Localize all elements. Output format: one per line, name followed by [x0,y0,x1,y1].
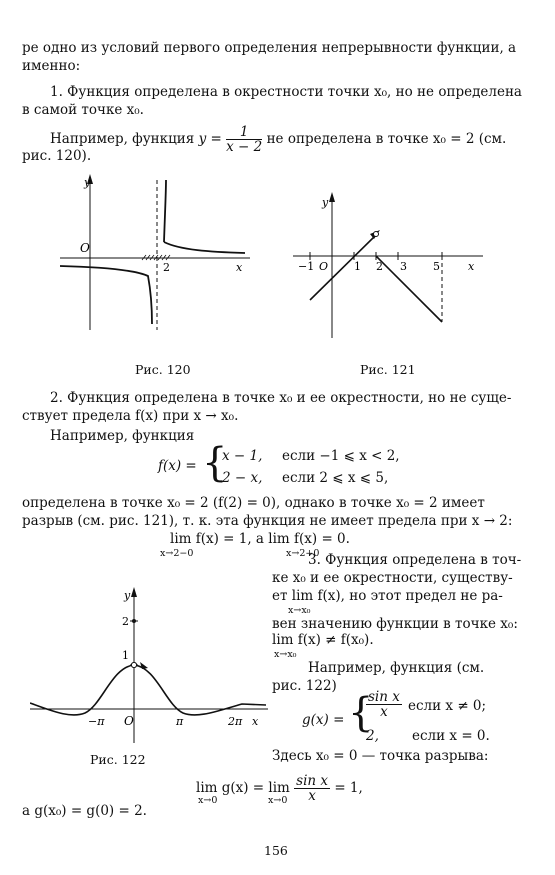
fig122-tick-pi: π [176,715,184,728]
limits-sub-right: x→2+0 [286,548,320,559]
text-line-2: именно: [22,58,81,74]
text-line-1: ре одно из условий первого определения непрерывности функции, а [22,40,517,56]
fig121-ticklabel-3: 3 [400,260,407,273]
figure-121-piecewise [288,190,488,340]
fig121-x-label: x [468,260,475,273]
example-1-intro: Например, функция [50,131,195,147]
limits-line-1: lim f(x) = 1, а lim f(x) = 0. [170,531,350,547]
piecewise-g-row-1 [366,690,402,719]
fig122-y-label: y [124,589,131,602]
piecewise-f-cond-2: если 2 ⩽ x ⩽ 5, [282,470,389,486]
text-line-12: а g(x₀) = g(0) = 2. [22,803,147,819]
fig122-y-arrow [131,587,137,597]
fig122-open-point [131,662,136,667]
fig122-point-2 [132,619,136,623]
limit-g-sub-1: x→0 [198,795,218,806]
fig120-y-label: y [84,176,91,189]
fig120-left-branch [60,266,152,324]
piecewise-g-brace: { [348,690,374,736]
figure-121-caption: Рис. 121 [360,362,416,377]
figure-122-sinx-over-x [30,585,270,745]
limit-g-right: = 1, [334,780,363,796]
fraction-sinx-over-x [366,690,402,719]
fig122-origin-label: O [124,714,134,728]
fig121-ticklabel-5: 5 [433,260,440,273]
piecewise-g-expr-2: 2, [366,728,379,744]
right-col-line-7: рис. 122) [272,678,337,694]
example-1-rest: не определена в точке x₀ = 2 (см. [266,131,507,147]
right-col-line-1: 3. Функция определена в точ- [308,552,522,568]
example-1-line [50,125,506,154]
limit-g-sub-2: x→0 [268,795,288,806]
fig122-yticklabel-2: 2 [122,615,129,628]
text-line-10: определена в точке x₀ = 2 (f(2) = 0), однако в точке x₀ = 2 имеет [22,495,485,511]
fraction-numerator: sin x [296,773,329,789]
figure-120-caption: Рис. 120 [135,362,191,377]
fig122-curve [30,665,266,715]
fraction-denominator: x [308,788,316,804]
piecewise-g-cond-2: если x = 0. [412,728,490,744]
fig122-tick-2pi: 2π [228,715,243,728]
piecewise-f-brace: { [202,440,228,486]
fig121-ticklabel-1: 1 [354,260,361,273]
text-line-9: Например, функция [50,428,195,444]
piecewise-f-expr-2: 2 − x, [222,470,263,486]
piecewise-f-expr-1: x − 1, [222,448,263,464]
fig121-open-point [374,232,379,237]
fig121-origin-label: O [319,260,329,273]
page-number: 156 [264,843,288,858]
fig121-ticklabel-2: 2 [376,260,383,273]
fig120-right-branch-flat [164,242,245,253]
piecewise-f-cond-1: если −1 ⩽ x < 2, [282,448,400,464]
text-line-7: 2. Функция определена в точке x₀ и ее окрестности, но не суще- [50,390,512,406]
text-line-3: 1. Функция определена в окрестности точки x₀, но не определена [50,84,522,100]
fig120-right-branch-steep [164,180,166,242]
limits-sub-left: x→2−0 [160,548,194,559]
example-1-lhs: y = [198,131,222,147]
figure-120-hyperbola [60,172,260,332]
fraction-denominator: x − 2 [226,139,263,155]
figure-122-caption: Рис. 122 [90,752,146,767]
fig121-y-arrow [329,192,335,202]
text-line-8: ствует предела f(x) при x → x₀. [22,408,239,424]
right-col-line-6: Например, функция (см. [308,660,485,676]
text-line-6: рис. 120). [22,148,92,164]
fig120-tick-2: 2 [163,261,170,274]
fraction-denominator: x [380,704,388,720]
fraction-sinx-over-x-2 [294,774,330,803]
fig120-origin-label: O [80,241,90,255]
fig122-x-label: x [252,715,259,728]
fraction-1-over-x-minus-2 [226,125,262,154]
text-line-4: в самой точке x₀. [22,102,144,118]
text-line-11: разрыв (см. рис. 121), т. к. эта функция не имеет предела при x → 2: [22,513,513,529]
fig121-ticklabel-minus1: −1 [298,260,315,273]
piecewise-g-cond-1: если x ≠ 0; [408,698,487,714]
limit-g-left: lim g(x) = lim [196,780,290,796]
right-col-line-8: Здесь x₀ = 0 — точка разрыва: [272,748,489,764]
fig122-tick-minus-pi: −π [88,715,105,728]
fig122-yticklabel-1: 1 [122,649,129,662]
fraction-numerator: 1 [226,125,262,140]
fig120-x-label: x [236,261,243,274]
right-col-line-4: вен значению функции в точке x₀: [272,616,518,632]
piecewise-f-lhs: f(x) = [158,458,197,474]
right-col-line-5: lim f(x) ≠ f(x₀). [272,632,374,648]
right-col-lim-sub-2: x→x₀ [274,649,297,660]
right-col-line-3: ет lim f(x), но этот предел не ра- [272,588,503,604]
fig121-y-label: y [322,196,329,209]
right-col-line-2: ке x₀ и ее окрестности, существу- [272,570,513,586]
right-col-lim-sub-1: x→x₀ [288,605,311,616]
piecewise-g-lhs: g(x) = [302,712,345,728]
fraction-numerator: sin x [368,689,400,705]
